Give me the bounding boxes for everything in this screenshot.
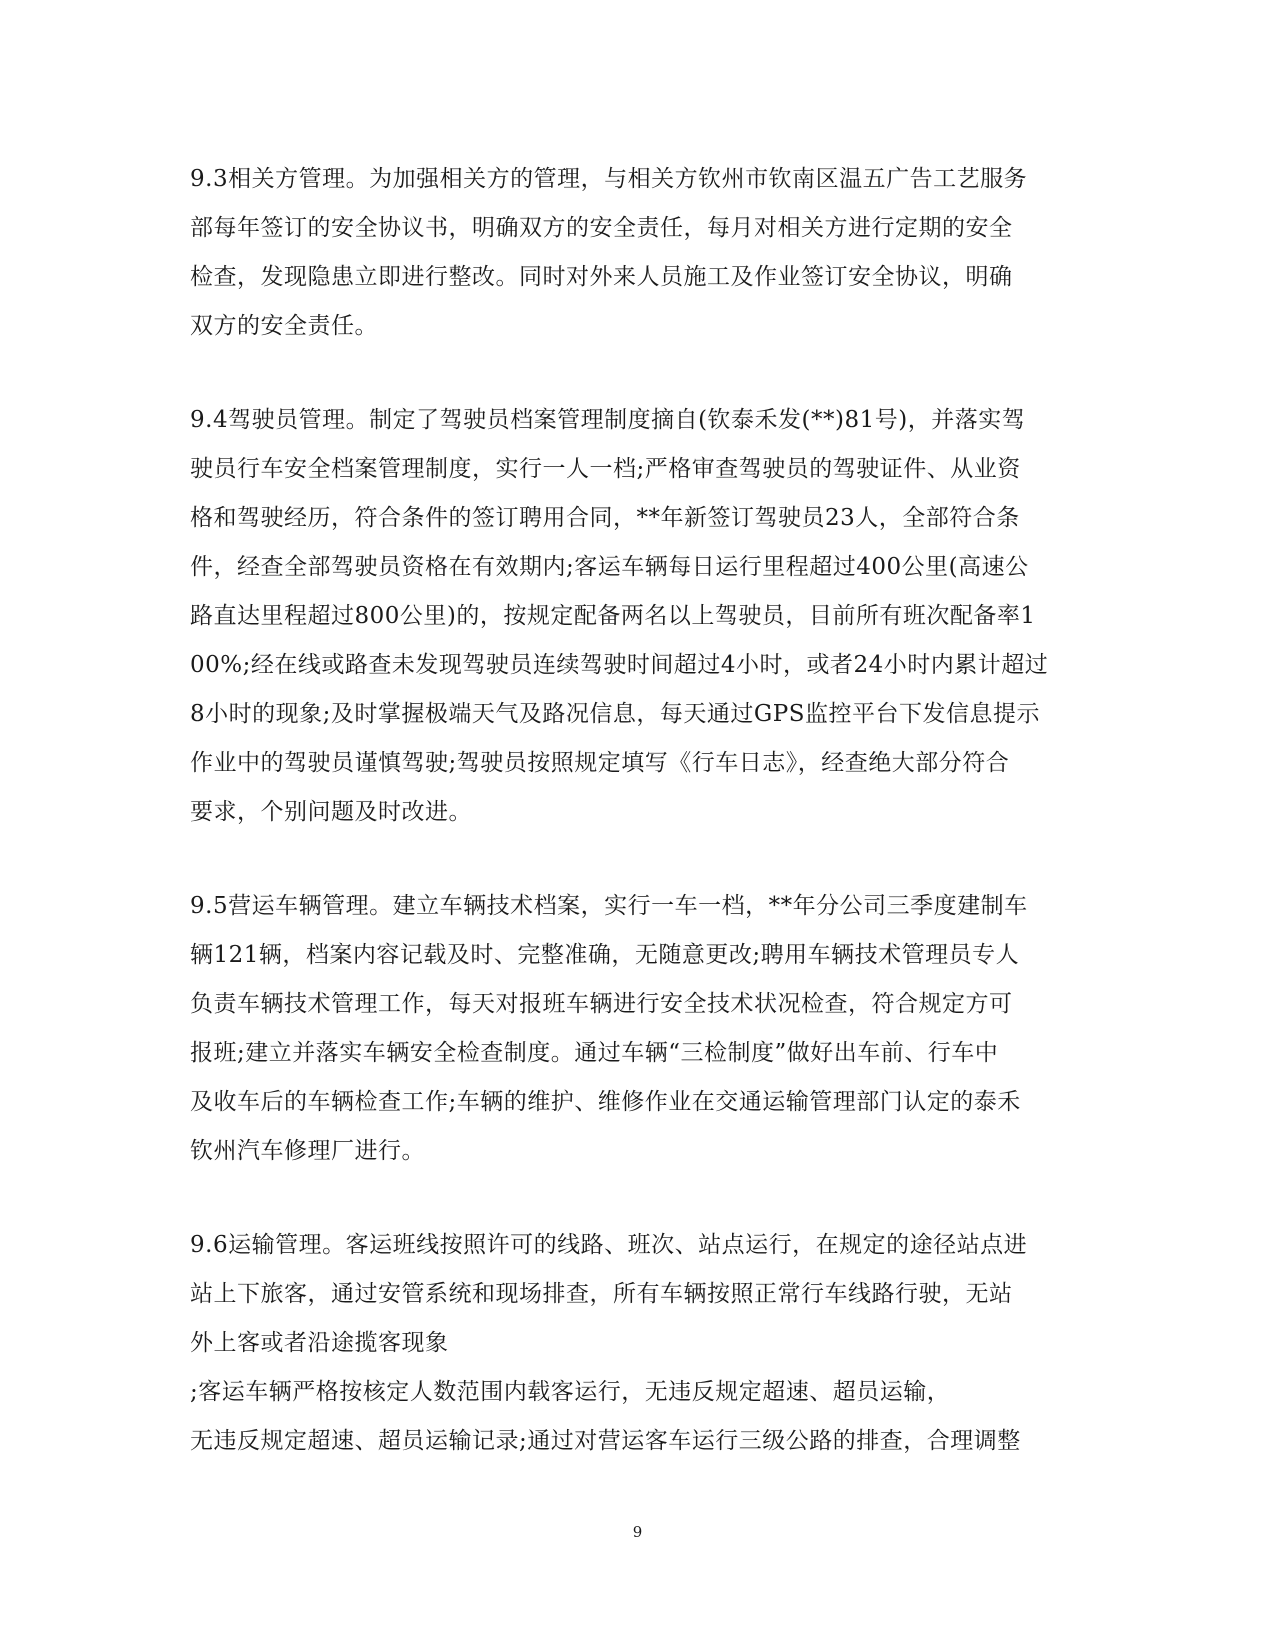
paragraph-9-6-transport-management: [190, 1221, 1075, 1466]
text-line: 件，经查全部驾驶员资格在有效期内;客运车辆每日运行里程超过400公里(高速公: [190, 554, 1029, 580]
text-line: 无违反规定超速、超员运输记录;通过对营运客车运行三级公路的排查，合理调整: [190, 1428, 1021, 1454]
paragraph-9-3-related-party-management: [190, 155, 1075, 351]
text-line: 报班;建立并落实车辆安全检查制度。通过车辆“三检制度”做好出车前、行车中: [190, 1040, 999, 1066]
text-line: 要求，个别问题及时改进。: [190, 799, 472, 825]
text-line: 外上客或者沿途揽客现象: [190, 1330, 449, 1356]
text-line: 负责车辆技术管理工作，每天对报班车辆进行安全技术状况检查，符合规定方可: [190, 991, 1013, 1017]
text-line: 格和驾驶经历，符合条件的签订聘用合同，**年新签订驾驶员23人，全部符合条: [190, 505, 1020, 531]
text-line: 双方的安全责任。: [190, 313, 378, 339]
text-line: 路直达里程超过800公里)的，按规定配备两名以上驾驶员，目前所有班次配备率1: [190, 603, 1036, 629]
text-line: 9.6运输管理。客运班线按照许可的线路、班次、站点运行，在规定的途径站点进: [190, 1232, 1028, 1258]
text-line: 8小时的现象;及时掌握极端天气及路况信息，每天通过GPS监控平台下发信息提示: [190, 701, 1040, 727]
text-line: 钦州汽车修理厂进行。: [190, 1138, 425, 1164]
paragraph-9-5-vehicle-management: [190, 882, 1075, 1176]
text-line: ;客运车辆严格按核定人数范围内载客运行，无违反规定超速、超员运输，: [190, 1379, 951, 1405]
text-line: 9.3相关方管理。为加强相关方的管理，与相关方钦州市钦南区温五广告工艺服务: [190, 166, 1028, 192]
text-line: 00%;经在线或路查未发现驾驶员连续驾驶时间超过4小时，或者24小时内累计超过: [190, 652, 1049, 678]
text-line: 9.4驾驶员管理。制定了驾驶员档案管理制度摘自(钦泰禾发(**)81号)，并落实驾: [190, 407, 1026, 433]
text-line: 部每年签订的安全协议书，明确双方的安全责任，每月对相关方进行定期的安全: [190, 215, 1013, 241]
page-number: 9: [632, 1523, 643, 1541]
text-line: 站上下旅客，通过安管系统和现场排查，所有车辆按照正常行车线路行驶，无站: [190, 1281, 1013, 1307]
text-line: 及收车后的车辆检查工作;车辆的维护、维修作业在交通运输管理部门认定的泰禾: [190, 1089, 1021, 1115]
text-line: 辆121辆，档案内容记载及时、完整准确，无随意更改;聘用车辆技术管理员专人: [190, 942, 1020, 968]
document-body: [190, 155, 1075, 1511]
text-line: 检查，发现隐患立即进行整改。同时对外来人员施工及作业签订安全协议，明确: [190, 264, 1013, 290]
text-line: 作业中的驾驶员谨慎驾驶;驾驶员按照规定填写《行车日志》，经查绝大部分符合: [190, 750, 1010, 776]
paragraph-9-4-driver-management: [190, 396, 1075, 837]
text-line: 9.5营运车辆管理。建立车辆技术档案，实行一车一档，**年分公司三季度建制车: [190, 893, 1028, 919]
text-line: 驶员行车安全档案管理制度，实行一人一档;严格审查驾驶员的驾驶证件、从业资: [190, 456, 1021, 482]
